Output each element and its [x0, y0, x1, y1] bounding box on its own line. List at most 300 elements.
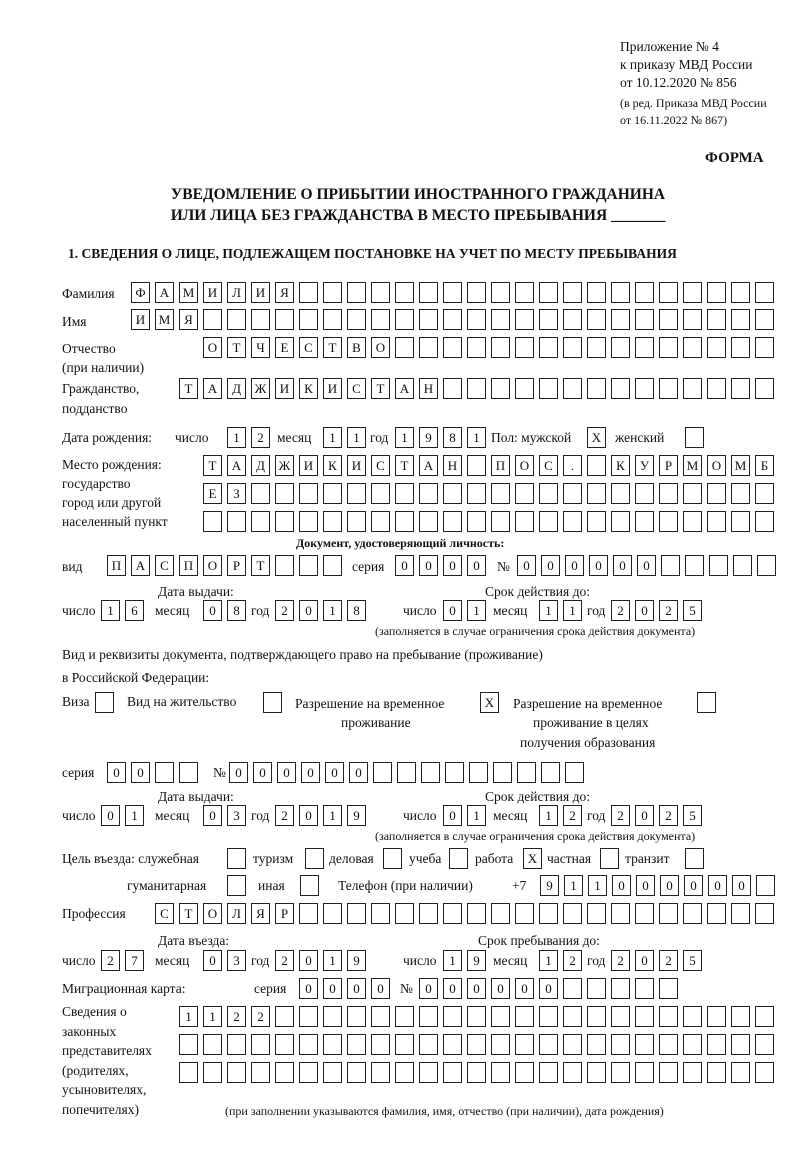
id-issue-year-cell[interactable]: 8 [347, 600, 366, 621]
birth-year-cell[interactable]: 1 [395, 427, 414, 448]
id-number-cell[interactable]: 0 [589, 555, 608, 576]
patronymic-cell[interactable] [515, 337, 534, 358]
representatives-3-cell[interactable] [251, 1062, 270, 1083]
representatives-1-cell[interactable] [275, 1006, 294, 1027]
birth-place-3-cell[interactable] [419, 511, 438, 532]
representatives-2-cell[interactable] [443, 1034, 462, 1055]
stay-number-cell[interactable] [421, 762, 440, 783]
patronymic-cell[interactable]: О [203, 337, 222, 358]
representatives-3-cell[interactable] [563, 1062, 582, 1083]
representatives-2-cell[interactable] [227, 1034, 246, 1055]
birth-place-1-cell[interactable]: Р [659, 455, 678, 476]
surname-cell[interactable] [683, 282, 702, 303]
surname-cell[interactable] [659, 282, 678, 303]
representatives-1-cell[interactable] [347, 1006, 366, 1027]
representatives-3-cell[interactable] [299, 1062, 318, 1083]
birth-day-cell[interactable]: 2 [251, 427, 270, 448]
mig-number-cell[interactable]: 0 [491, 978, 510, 999]
id-issue-day-cell[interactable]: 1 [101, 600, 120, 621]
patronymic-cell[interactable] [659, 337, 678, 358]
surname-cell[interactable] [587, 282, 606, 303]
representatives-3-cell[interactable] [275, 1062, 294, 1083]
representatives-2-cell[interactable] [683, 1034, 702, 1055]
citizenship-cell[interactable] [587, 378, 606, 399]
name-cell[interactable]: М [155, 309, 174, 330]
representatives-1-cell[interactable] [515, 1006, 534, 1027]
profession-cell[interactable]: Т [179, 903, 198, 924]
birth-place-3-cell[interactable] [755, 511, 774, 532]
phone-cell[interactable]: 0 [684, 875, 703, 896]
patronymic-cell[interactable]: Т [227, 337, 246, 358]
birth-place-3-cell[interactable] [323, 511, 342, 532]
id-series-cell[interactable]: 0 [443, 555, 462, 576]
phone-cell[interactable]: 0 [612, 875, 631, 896]
citizenship-cell[interactable] [491, 378, 510, 399]
stay-series-cell[interactable]: 0 [131, 762, 150, 783]
profession-cell[interactable] [563, 903, 582, 924]
citizenship-cell[interactable] [731, 378, 750, 399]
birth-place-1-cell[interactable]: О [707, 455, 726, 476]
birth-place-2-cell[interactable] [707, 483, 726, 504]
surname-cell[interactable] [467, 282, 486, 303]
representatives-1-cell[interactable] [467, 1006, 486, 1027]
citizenship-cell[interactable]: К [299, 378, 318, 399]
representatives-1-cell[interactable] [371, 1006, 390, 1027]
representatives-1-cell[interactable] [587, 1006, 606, 1027]
surname-cell[interactable] [539, 282, 558, 303]
representatives-1-cell[interactable] [731, 1006, 750, 1027]
profession-cell[interactable] [467, 903, 486, 924]
representatives-2-cell[interactable] [203, 1034, 222, 1055]
name-cell[interactable] [275, 309, 294, 330]
birth-place-3-cell[interactable] [467, 511, 486, 532]
stay-until-month-cell[interactable]: 1 [539, 950, 558, 971]
surname-cell[interactable] [491, 282, 510, 303]
birth-place-2-cell[interactable] [347, 483, 366, 504]
entry-year-cell[interactable]: 9 [347, 950, 366, 971]
name-cell[interactable] [347, 309, 366, 330]
birth-place-2-cell[interactable] [251, 483, 270, 504]
name-cell[interactable] [491, 309, 510, 330]
surname-cell[interactable]: И [203, 282, 222, 303]
stay-valid-day-cell[interactable]: 1 [467, 805, 486, 826]
profession-cell[interactable]: Я [251, 903, 270, 924]
birth-place-2-cell[interactable] [659, 483, 678, 504]
id-valid-year-cell[interactable]: 0 [635, 600, 654, 621]
profession-cell[interactable] [587, 903, 606, 924]
stay-number-cell[interactable] [469, 762, 488, 783]
stay-until-day-cell[interactable]: 1 [443, 950, 462, 971]
patronymic-cell[interactable]: Е [275, 337, 294, 358]
representatives-2-cell[interactable] [251, 1034, 270, 1055]
surname-cell[interactable] [371, 282, 390, 303]
mig-number-cell[interactable]: 0 [467, 978, 486, 999]
surname-cell[interactable] [419, 282, 438, 303]
surname-cell[interactable] [707, 282, 726, 303]
representatives-2-cell[interactable] [707, 1034, 726, 1055]
name-cell[interactable] [371, 309, 390, 330]
representatives-1-cell[interactable] [539, 1006, 558, 1027]
profession-cell[interactable] [731, 903, 750, 924]
patronymic-cell[interactable]: Ч [251, 337, 270, 358]
mig-series-cell[interactable]: 0 [347, 978, 366, 999]
profession-cell[interactable] [419, 903, 438, 924]
representatives-2-cell[interactable] [515, 1034, 534, 1055]
patronymic-cell[interactable] [587, 337, 606, 358]
birth-place-1-cell[interactable]: М [683, 455, 702, 476]
representatives-1-cell[interactable]: 2 [251, 1006, 270, 1027]
birth-place-2-cell[interactable]: З [227, 483, 246, 504]
patronymic-cell[interactable] [755, 337, 774, 358]
stay-number-cell[interactable]: 0 [253, 762, 272, 783]
profession-cell[interactable] [347, 903, 366, 924]
birth-place-3-cell[interactable] [635, 511, 654, 532]
representatives-2-cell[interactable] [299, 1034, 318, 1055]
representatives-2-cell[interactable] [731, 1034, 750, 1055]
birth-place-2-cell[interactable] [443, 483, 462, 504]
birth-place-2-cell[interactable] [299, 483, 318, 504]
mig-number-cell[interactable]: 0 [539, 978, 558, 999]
citizenship-cell[interactable] [659, 378, 678, 399]
birth-place-2-cell[interactable] [731, 483, 750, 504]
representatives-1-cell[interactable] [419, 1006, 438, 1027]
representatives-2-cell[interactable] [491, 1034, 510, 1055]
representatives-3-cell[interactable] [347, 1062, 366, 1083]
surname-cell[interactable] [347, 282, 366, 303]
purpose-official-cell[interactable] [227, 848, 246, 869]
stay-valid-month-cell[interactable]: 1 [539, 805, 558, 826]
id-series-cell[interactable]: 0 [419, 555, 438, 576]
stay-valid-year-cell[interactable]: 5 [683, 805, 702, 826]
profession-cell[interactable] [635, 903, 654, 924]
name-cell[interactable] [443, 309, 462, 330]
name-cell[interactable] [731, 309, 750, 330]
profession-cell[interactable] [515, 903, 534, 924]
birth-place-1-cell[interactable]: . [563, 455, 582, 476]
id-number-cell[interactable] [685, 555, 704, 576]
id-kind-cell[interactable] [323, 555, 342, 576]
representatives-2-cell[interactable] [755, 1034, 774, 1055]
birth-day-cell[interactable]: 1 [227, 427, 246, 448]
phone-cell[interactable]: 1 [588, 875, 607, 896]
purpose-tourism-cell[interactable] [305, 848, 324, 869]
citizenship-cell[interactable]: И [323, 378, 342, 399]
stay-number-cell[interactable] [397, 762, 416, 783]
citizenship-cell[interactable] [539, 378, 558, 399]
name-cell[interactable] [251, 309, 270, 330]
entry-year-cell[interactable]: 2 [275, 950, 294, 971]
stay-issue-day-cell[interactable]: 0 [101, 805, 120, 826]
patronymic-cell[interactable] [731, 337, 750, 358]
stay-number-cell[interactable] [493, 762, 512, 783]
citizenship-cell[interactable]: Т [179, 378, 198, 399]
representatives-2-cell[interactable] [563, 1034, 582, 1055]
birth-place-1-cell[interactable]: И [299, 455, 318, 476]
birth-place-2-cell[interactable] [419, 483, 438, 504]
birth-place-3-cell[interactable] [539, 511, 558, 532]
representatives-1-cell[interactable]: 2 [227, 1006, 246, 1027]
birth-place-3-cell[interactable] [515, 511, 534, 532]
id-issue-day-cell[interactable]: 6 [125, 600, 144, 621]
id-issue-year-cell[interactable]: 1 [323, 600, 342, 621]
id-issue-month-cell[interactable]: 0 [203, 600, 222, 621]
representatives-1-cell[interactable] [611, 1006, 630, 1027]
birth-place-3-cell[interactable] [443, 511, 462, 532]
representatives-3-cell[interactable] [755, 1062, 774, 1083]
stay-series-cell[interactable] [155, 762, 174, 783]
entry-year-cell[interactable]: 1 [323, 950, 342, 971]
birth-place-1-cell[interactable] [467, 455, 486, 476]
id-kind-cell[interactable] [275, 555, 294, 576]
representatives-1-cell[interactable]: 1 [203, 1006, 222, 1027]
representatives-3-cell[interactable] [707, 1062, 726, 1083]
profession-cell[interactable] [371, 903, 390, 924]
id-issue-month-cell[interactable]: 8 [227, 600, 246, 621]
id-series-cell[interactable]: 0 [467, 555, 486, 576]
patronymic-cell[interactable] [395, 337, 414, 358]
mig-number-cell[interactable]: 0 [443, 978, 462, 999]
representatives-2-cell[interactable] [539, 1034, 558, 1055]
name-cell[interactable] [659, 309, 678, 330]
name-cell[interactable]: Я [179, 309, 198, 330]
id-kind-cell[interactable]: С [155, 555, 174, 576]
id-valid-year-cell[interactable]: 2 [659, 600, 678, 621]
birth-place-3-cell[interactable] [299, 511, 318, 532]
birth-month-cell[interactable]: 1 [347, 427, 366, 448]
id-number-cell[interactable]: 0 [613, 555, 632, 576]
birth-place-3-cell[interactable] [611, 511, 630, 532]
birth-place-3-cell[interactable] [731, 511, 750, 532]
birth-place-1-cell[interactable]: М [731, 455, 750, 476]
profession-cell[interactable] [491, 903, 510, 924]
surname-cell[interactable] [323, 282, 342, 303]
citizenship-cell[interactable] [683, 378, 702, 399]
patronymic-cell[interactable] [707, 337, 726, 358]
stay-valid-month-cell[interactable]: 2 [563, 805, 582, 826]
birth-place-1-cell[interactable]: Н [443, 455, 462, 476]
phone-cell[interactable]: 0 [636, 875, 655, 896]
birth-place-2-cell[interactable] [491, 483, 510, 504]
citizenship-cell[interactable] [515, 378, 534, 399]
birth-place-2-cell[interactable] [683, 483, 702, 504]
birth-place-1-cell[interactable]: Т [395, 455, 414, 476]
stay-until-day-cell[interactable]: 9 [467, 950, 486, 971]
citizenship-cell[interactable] [443, 378, 462, 399]
birth-place-3-cell[interactable] [707, 511, 726, 532]
birth-place-2-cell[interactable] [755, 483, 774, 504]
representatives-1-cell[interactable] [491, 1006, 510, 1027]
birth-place-1-cell[interactable]: И [347, 455, 366, 476]
name-cell[interactable]: И [131, 309, 150, 330]
surname-cell[interactable] [611, 282, 630, 303]
birth-place-2-cell[interactable] [587, 483, 606, 504]
birth-place-2-cell[interactable]: Е [203, 483, 222, 504]
citizenship-cell[interactable]: А [395, 378, 414, 399]
name-cell[interactable] [611, 309, 630, 330]
id-kind-cell[interactable]: Р [227, 555, 246, 576]
entry-year-cell[interactable]: 0 [299, 950, 318, 971]
representatives-3-cell[interactable] [587, 1062, 606, 1083]
patronymic-cell[interactable] [611, 337, 630, 358]
representatives-1-cell[interactable] [635, 1006, 654, 1027]
birth-place-2-cell[interactable] [323, 483, 342, 504]
stay-until-year-cell[interactable]: 2 [659, 950, 678, 971]
patronymic-cell[interactable] [443, 337, 462, 358]
birth-place-1-cell[interactable]: А [419, 455, 438, 476]
representatives-1-cell[interactable] [683, 1006, 702, 1027]
birth-place-3-cell[interactable] [347, 511, 366, 532]
name-cell[interactable] [515, 309, 534, 330]
birth-place-3-cell[interactable] [227, 511, 246, 532]
birth-place-1-cell[interactable]: Д [251, 455, 270, 476]
stay-number-cell[interactable]: 0 [277, 762, 296, 783]
mig-number-cell[interactable] [611, 978, 630, 999]
phone-cell[interactable]: 0 [660, 875, 679, 896]
representatives-3-cell[interactable] [227, 1062, 246, 1083]
name-cell[interactable] [227, 309, 246, 330]
citizenship-cell[interactable]: Ж [251, 378, 270, 399]
id-valid-day-cell[interactable]: 1 [467, 600, 486, 621]
mig-number-cell[interactable]: 0 [515, 978, 534, 999]
profession-cell[interactable]: С [155, 903, 174, 924]
id-valid-day-cell[interactable]: 0 [443, 600, 462, 621]
birth-month-cell[interactable]: 1 [323, 427, 342, 448]
sex-male-cell[interactable]: X [587, 427, 606, 448]
name-cell[interactable] [467, 309, 486, 330]
birth-place-2-cell[interactable] [371, 483, 390, 504]
birth-place-1-cell[interactable]: К [611, 455, 630, 476]
id-kind-cell[interactable]: Т [251, 555, 270, 576]
name-cell[interactable] [203, 309, 222, 330]
stay-issue-month-cell[interactable]: 3 [227, 805, 246, 826]
citizenship-cell[interactable] [611, 378, 630, 399]
birth-place-1-cell[interactable]: С [371, 455, 390, 476]
stay-until-year-cell[interactable]: 5 [683, 950, 702, 971]
representatives-1-cell[interactable] [395, 1006, 414, 1027]
citizenship-cell[interactable]: Н [419, 378, 438, 399]
surname-cell[interactable] [299, 282, 318, 303]
id-issue-year-cell[interactable]: 2 [275, 600, 294, 621]
representatives-1-cell[interactable] [707, 1006, 726, 1027]
citizenship-cell[interactable] [563, 378, 582, 399]
id-valid-month-cell[interactable]: 1 [539, 600, 558, 621]
id-number-cell[interactable] [757, 555, 776, 576]
id-number-cell[interactable] [661, 555, 680, 576]
citizenship-cell[interactable] [755, 378, 774, 399]
stay-until-year-cell[interactable]: 0 [635, 950, 654, 971]
citizenship-cell[interactable]: С [347, 378, 366, 399]
birth-place-3-cell[interactable] [251, 511, 270, 532]
id-number-cell[interactable]: 0 [565, 555, 584, 576]
birth-place-2-cell[interactable] [539, 483, 558, 504]
birth-place-1-cell[interactable]: У [635, 455, 654, 476]
id-valid-month-cell[interactable]: 1 [563, 600, 582, 621]
patronymic-cell[interactable]: С [299, 337, 318, 358]
profession-cell[interactable]: О [203, 903, 222, 924]
representatives-2-cell[interactable] [467, 1034, 486, 1055]
surname-cell[interactable]: Л [227, 282, 246, 303]
citizenship-cell[interactable] [635, 378, 654, 399]
profession-cell[interactable]: Р [275, 903, 294, 924]
representatives-2-cell[interactable] [371, 1034, 390, 1055]
surname-cell[interactable] [515, 282, 534, 303]
surname-cell[interactable]: А [155, 282, 174, 303]
representatives-3-cell[interactable] [539, 1062, 558, 1083]
mig-number-cell[interactable]: 0 [419, 978, 438, 999]
birth-place-2-cell[interactable] [395, 483, 414, 504]
surname-cell[interactable]: И [251, 282, 270, 303]
stay-number-cell[interactable] [517, 762, 536, 783]
representatives-2-cell[interactable] [395, 1034, 414, 1055]
name-cell[interactable] [563, 309, 582, 330]
phone-cell[interactable]: 0 [708, 875, 727, 896]
surname-cell[interactable]: М [179, 282, 198, 303]
birth-place-3-cell[interactable] [275, 511, 294, 532]
surname-cell[interactable]: Ф [131, 282, 150, 303]
stay-issue-month-cell[interactable]: 0 [203, 805, 222, 826]
representatives-3-cell[interactable] [419, 1062, 438, 1083]
birth-place-2-cell[interactable] [467, 483, 486, 504]
birth-place-1-cell[interactable]: П [491, 455, 510, 476]
representatives-2-cell[interactable] [275, 1034, 294, 1055]
mig-series-cell[interactable]: 0 [371, 978, 390, 999]
stay-valid-year-cell[interactable]: 0 [635, 805, 654, 826]
birth-place-3-cell[interactable] [587, 511, 606, 532]
representatives-2-cell[interactable] [635, 1034, 654, 1055]
citizenship-cell[interactable] [707, 378, 726, 399]
surname-cell[interactable] [395, 282, 414, 303]
surname-cell[interactable] [443, 282, 462, 303]
stay-valid-day-cell[interactable]: 0 [443, 805, 462, 826]
stay-valid-year-cell[interactable]: 2 [611, 805, 630, 826]
birth-year-cell[interactable]: 9 [419, 427, 438, 448]
surname-cell[interactable]: Я [275, 282, 294, 303]
visa-cell[interactable] [95, 692, 114, 713]
mig-number-cell[interactable] [563, 978, 582, 999]
representatives-1-cell[interactable]: 1 [179, 1006, 198, 1027]
residence-permit-cell[interactable] [263, 692, 282, 713]
birth-place-2-cell[interactable] [563, 483, 582, 504]
stay-issue-year-cell[interactable]: 9 [347, 805, 366, 826]
representatives-3-cell[interactable] [491, 1062, 510, 1083]
purpose-study-cell[interactable] [449, 848, 468, 869]
profession-cell[interactable] [707, 903, 726, 924]
purpose-humanitarian-cell[interactable] [227, 875, 246, 896]
stay-issue-year-cell[interactable]: 2 [275, 805, 294, 826]
citizenship-cell[interactable]: Д [227, 378, 246, 399]
representatives-3-cell[interactable] [611, 1062, 630, 1083]
name-cell[interactable] [395, 309, 414, 330]
phone-cell[interactable]: 1 [564, 875, 583, 896]
birth-place-3-cell[interactable] [683, 511, 702, 532]
representatives-1-cell[interactable] [323, 1006, 342, 1027]
profession-cell[interactable] [683, 903, 702, 924]
id-kind-cell[interactable]: П [107, 555, 126, 576]
stay-until-month-cell[interactable]: 2 [563, 950, 582, 971]
id-number-cell[interactable]: 0 [517, 555, 536, 576]
name-cell[interactable] [707, 309, 726, 330]
representatives-3-cell[interactable] [395, 1062, 414, 1083]
purpose-other-cell[interactable] [300, 875, 319, 896]
entry-month-cell[interactable]: 0 [203, 950, 222, 971]
birth-place-1-cell[interactable]: Б [755, 455, 774, 476]
patronymic-cell[interactable] [683, 337, 702, 358]
birth-place-1-cell[interactable]: Ж [275, 455, 294, 476]
name-cell[interactable] [419, 309, 438, 330]
representatives-1-cell[interactable] [299, 1006, 318, 1027]
representatives-3-cell[interactable] [659, 1062, 678, 1083]
name-cell[interactable] [683, 309, 702, 330]
